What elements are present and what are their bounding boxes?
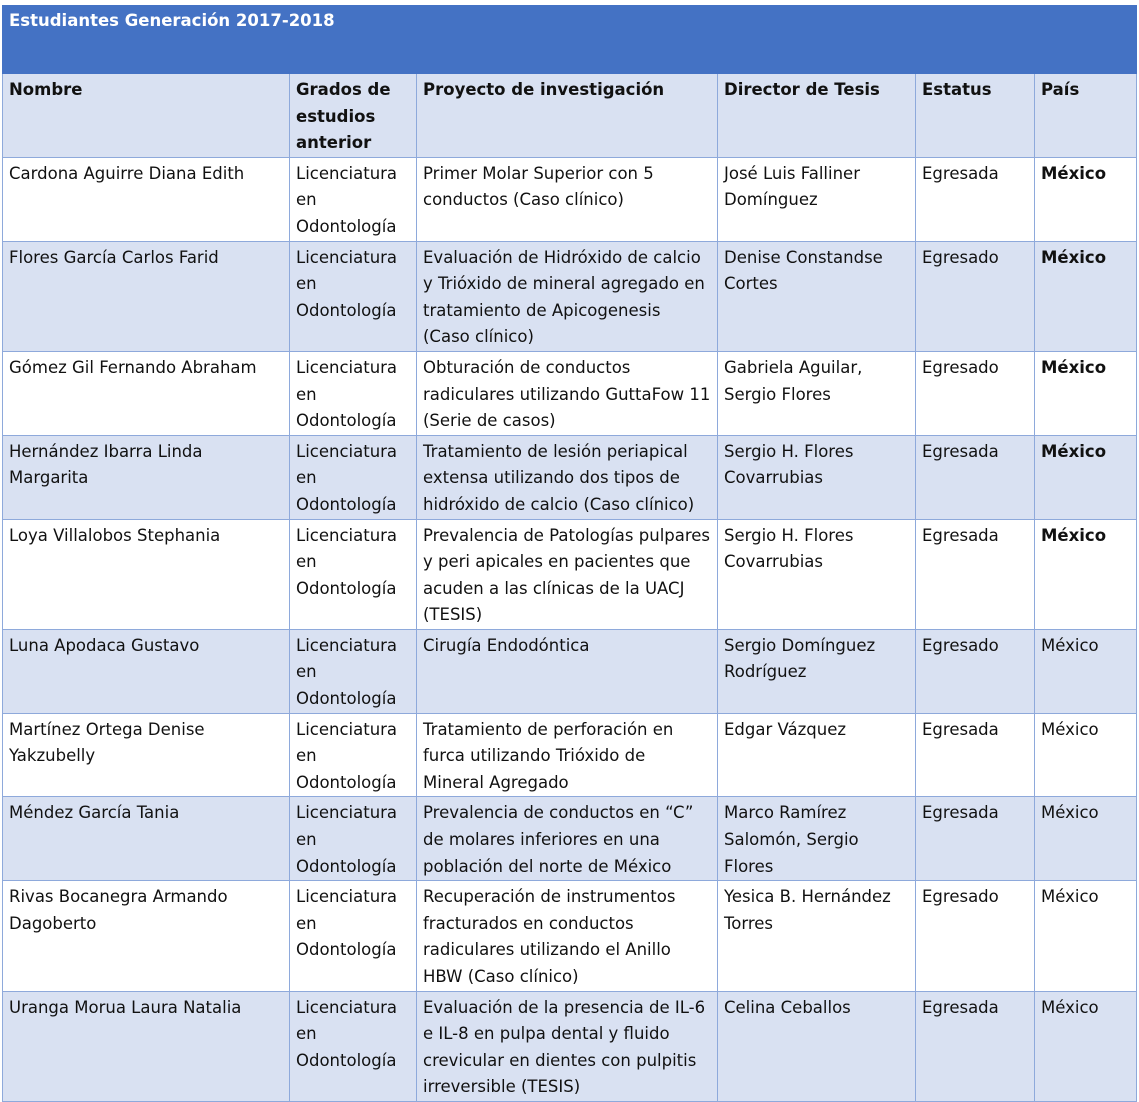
cell-pais: México bbox=[1035, 435, 1137, 519]
header-pais: País bbox=[1035, 74, 1137, 158]
cell-proyecto: Prevalencia de conductos en “C” de molares inferiores en una población del norte de México bbox=[417, 797, 718, 881]
cell-grado: Licenciatura en Odontología bbox=[290, 351, 417, 435]
cell-pais: México bbox=[1035, 713, 1137, 797]
table-row bbox=[3, 797, 1137, 881]
table-row bbox=[3, 157, 1137, 241]
cell-pais: México bbox=[1035, 519, 1137, 629]
cell-proyecto: Evaluación de Hidróxido de calcio y Trióxido de mineral agregado en tratamiento de Apicogenesis (Caso clínico) bbox=[417, 241, 718, 351]
cell-director: José Luis Falliner Domínguez bbox=[718, 157, 916, 241]
cell-pais: México bbox=[1035, 157, 1137, 241]
cell-proyecto: Cirugía Endodóntica bbox=[417, 629, 718, 713]
cell-estatus: Egresada bbox=[916, 991, 1035, 1101]
cell-nombre: Luna Apodaca Gustavo bbox=[3, 629, 290, 713]
cell-pais: México bbox=[1035, 629, 1137, 713]
cell-estatus: Egresada bbox=[916, 435, 1035, 519]
cell-nombre: Hernández Ibarra Linda Margarita bbox=[3, 435, 290, 519]
cell-estatus: Egresada bbox=[916, 157, 1035, 241]
cell-grado: Licenciatura en Odontología bbox=[290, 157, 417, 241]
cell-grado: Licenciatura en Odontología bbox=[290, 713, 417, 797]
cell-director: Edgar Vázquez bbox=[718, 713, 916, 797]
cell-grado: Licenciatura en Odontología bbox=[290, 435, 417, 519]
cell-proyecto: Primer Molar Superior con 5 conductos (Caso clínico) bbox=[417, 157, 718, 241]
header-proyecto: Proyecto de investigación bbox=[417, 74, 718, 158]
cell-proyecto: Obturación de conductos radiculares utilizando GuttaFow 11 (Serie de casos) bbox=[417, 351, 718, 435]
header-nombre: Nombre bbox=[3, 74, 290, 158]
cell-director: Denise Constandse Cortes bbox=[718, 241, 916, 351]
cell-grado: Licenciatura en Odontología bbox=[290, 991, 417, 1101]
cell-estatus: Egresado bbox=[916, 629, 1035, 713]
cell-director: Sergio H. Flores Covarrubias bbox=[718, 519, 916, 629]
cell-pais: México bbox=[1035, 797, 1137, 881]
table-title-row bbox=[3, 6, 1137, 74]
cell-pais: México bbox=[1035, 991, 1137, 1101]
cell-estatus: Egresada bbox=[916, 797, 1035, 881]
students-table bbox=[2, 5, 1137, 1102]
cell-grado: Licenciatura en Odontología bbox=[290, 629, 417, 713]
cell-grado: Licenciatura en Odontología bbox=[290, 241, 417, 351]
header-grado: Grados de estudios anterior bbox=[290, 74, 417, 158]
cell-pais: México bbox=[1035, 241, 1137, 351]
cell-estatus: Egresado bbox=[916, 351, 1035, 435]
cell-proyecto: Evaluación de la presencia de IL-6 e IL-8 en pulpa dental y fluido crevicular en dientes con pulpitis irreversible (TESIS) bbox=[417, 991, 718, 1101]
cell-director: Sergio Domínguez Rodríguez bbox=[718, 629, 916, 713]
table-title: Estudiantes Generación 2017-2018 bbox=[3, 6, 1137, 74]
cell-proyecto: Recuperación de instrumentos fracturados en conductos radiculares utilizando el Anillo HBW (Caso clínico) bbox=[417, 881, 718, 991]
cell-pais: México bbox=[1035, 881, 1137, 991]
cell-proyecto: Prevalencia de Patologías pulpares y peri apicales en pacientes que acuden a las clínicas de la UACJ (TESIS) bbox=[417, 519, 718, 629]
table-row bbox=[3, 435, 1137, 519]
cell-director: Gabriela Aguilar, Sergio Flores bbox=[718, 351, 916, 435]
cell-nombre: Uranga Morua Laura Natalia bbox=[3, 991, 290, 1101]
table-row bbox=[3, 881, 1137, 991]
cell-estatus: Egresado bbox=[916, 881, 1035, 991]
cell-director: Marco Ramírez Salomón, Sergio Flores bbox=[718, 797, 916, 881]
cell-pais: México bbox=[1035, 351, 1137, 435]
cell-proyecto: Tratamiento de lesión periapical extensa utilizando dos tipos de hidróxido de calcio (Caso clínico) bbox=[417, 435, 718, 519]
table-row bbox=[3, 629, 1137, 713]
cell-grado: Licenciatura en Odontología bbox=[290, 881, 417, 991]
table-row bbox=[3, 351, 1137, 435]
header-estatus: Estatus bbox=[916, 74, 1035, 158]
table-row bbox=[3, 991, 1137, 1101]
cell-proyecto: Tratamiento de perforación en furca utilizando Trióxido de Mineral Agregado bbox=[417, 713, 718, 797]
cell-director: Celina Ceballos bbox=[718, 991, 916, 1101]
table-row bbox=[3, 241, 1137, 351]
cell-nombre: Cardona Aguirre Diana Edith bbox=[3, 157, 290, 241]
cell-nombre: Rivas Bocanegra Armando Dagoberto bbox=[3, 881, 290, 991]
cell-nombre: Loya Villalobos Stephania bbox=[3, 519, 290, 629]
cell-grado: Licenciatura en Odontología bbox=[290, 797, 417, 881]
cell-grado: Licenciatura en Odontología bbox=[290, 519, 417, 629]
cell-estatus: Egresado bbox=[916, 241, 1035, 351]
cell-nombre: Martínez Ortega Denise Yakzubelly bbox=[3, 713, 290, 797]
table-header-row bbox=[3, 74, 1137, 158]
table-row bbox=[3, 713, 1137, 797]
cell-director: Yesica B. Hernández Torres bbox=[718, 881, 916, 991]
header-director: Director de Tesis bbox=[718, 74, 916, 158]
cell-estatus: Egresada bbox=[916, 519, 1035, 629]
cell-nombre: Méndez García Tania bbox=[3, 797, 290, 881]
cell-estatus: Egresada bbox=[916, 713, 1035, 797]
cell-director: Sergio H. Flores Covarrubias bbox=[718, 435, 916, 519]
table-row bbox=[3, 519, 1137, 629]
cell-nombre: Gómez Gil Fernando Abraham bbox=[3, 351, 290, 435]
cell-nombre: Flores García Carlos Farid bbox=[3, 241, 290, 351]
students-table-container bbox=[2, 5, 1136, 1102]
